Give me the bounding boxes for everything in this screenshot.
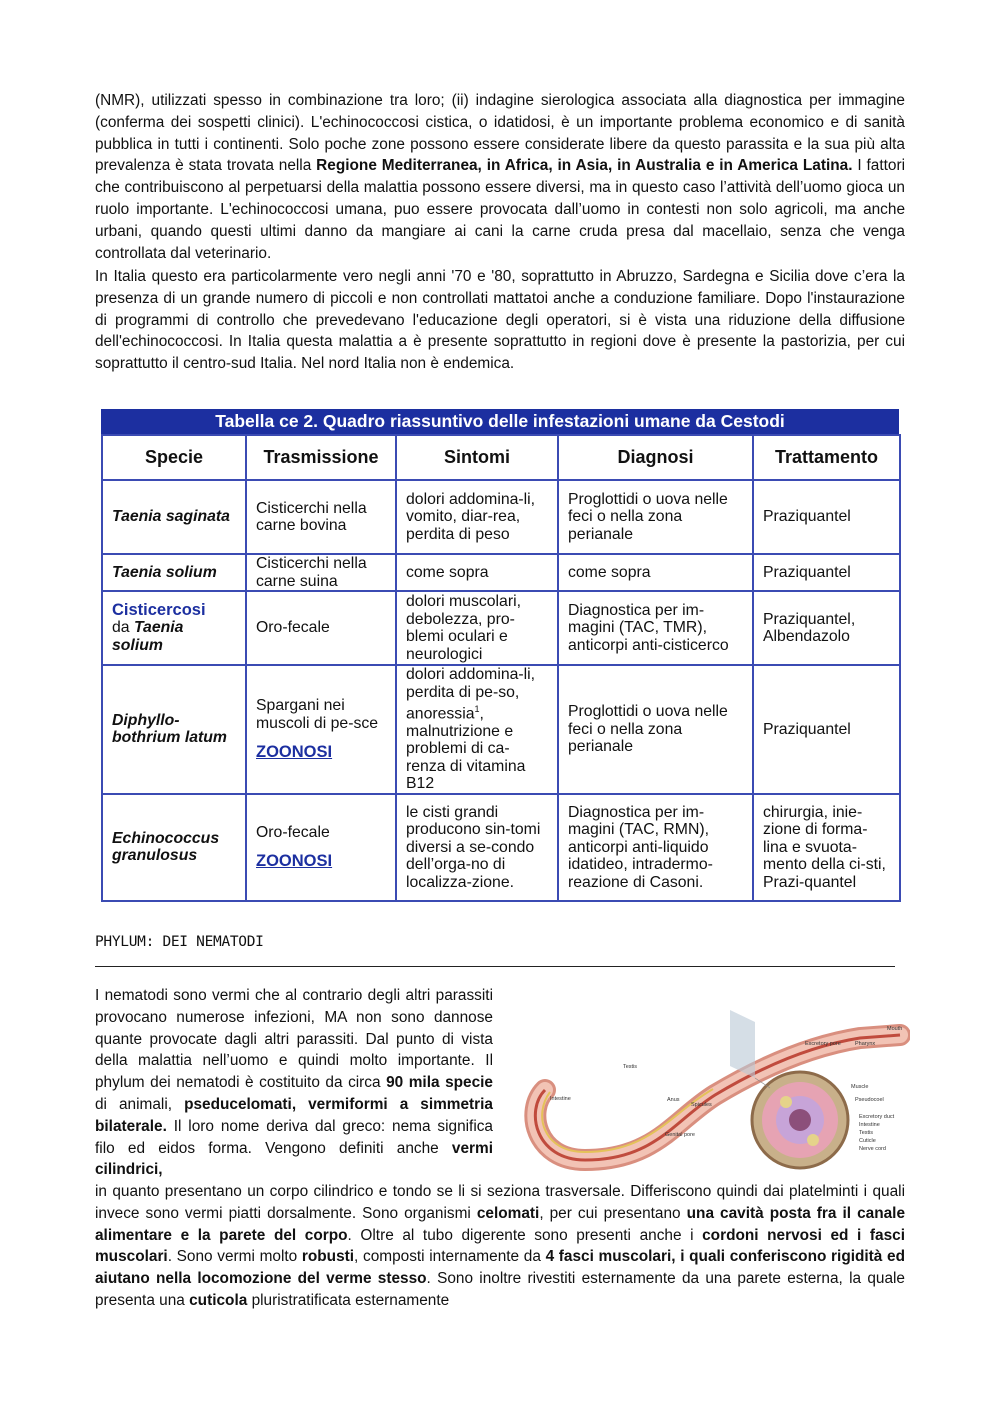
- trasmissione-text: Oro-fecale: [256, 823, 330, 841]
- trasmissione-text: Spargani nei muscoli di pe-sce: [256, 697, 379, 732]
- cell-trattamento: Praziquantel: [753, 554, 900, 591]
- cell-trasmissione: Oro-fecale: [246, 591, 396, 665]
- cell-trasmissione: [246, 665, 396, 794]
- figure-label: Cuticle: [859, 1138, 876, 1144]
- cell-sintomi: come sopra: [396, 554, 558, 591]
- cell-trasmissione: Cisticerchi nella carne bovina: [246, 480, 396, 554]
- table-row: [102, 480, 900, 554]
- figure-label: Mouth: [887, 1026, 903, 1032]
- table-row: [102, 591, 900, 665]
- intro-paragraph-2: In Italia questo era particolarmente vero negli anni '70 e '80, soprattutto in Abruzzo, Sardegna e Sicilia dove c’era la presenza di un grande numero di piccoli e non controllati mattatoi anche a conduzione familiare. Dopo l'instaurazione di programmi di controllo che prevedevano l'educazione degli operatori, si è vista una riduzione della diffusione dell'echinococcosi. In Italia questa malattia a è presente soprattutto in regioni dove è presente la pastorizia, per cui soprattutto il centro-sud Italia. Nel nord Italia non è endemica.: [95, 268, 905, 373]
- column-header: Specie: [102, 435, 246, 480]
- figure-label: Pharynx: [855, 1041, 876, 1047]
- table-header-row: [102, 435, 900, 480]
- table-title: Tabella ce 2. Quadro riassuntivo delle infestazioni umane da Cestodi: [101, 409, 899, 434]
- cell-specie: Echinococcus granulosus: [102, 794, 246, 901]
- cell-diagnosi: Proglottidi o uova nelle feci o nella zona perianale: [558, 665, 753, 794]
- cell-diagnosi: Proglottidi o uova nelle feci o nella zona perianale: [558, 480, 753, 554]
- specie-da: da: [112, 619, 130, 637]
- figure-label: Testis: [623, 1064, 638, 1070]
- cell-specie: Taenia solium: [102, 554, 246, 591]
- figure-label: Intestine: [859, 1122, 880, 1128]
- cestodi-table: [101, 409, 899, 902]
- section-divider: [95, 966, 895, 967]
- cell-trasmissione: [246, 794, 396, 901]
- figure-label: Spicules: [691, 1102, 712, 1108]
- cell-trattamento: Praziquantel: [753, 480, 900, 554]
- column-header: Trasmissione: [246, 435, 396, 480]
- figure-label: Genital pore: [665, 1132, 695, 1138]
- table-row: [102, 794, 900, 901]
- figure-label: Nerve cord: [859, 1146, 886, 1152]
- cell-specie: Diphyllo-bothrium latum: [102, 665, 246, 794]
- table-row: [102, 665, 900, 794]
- cell-diagnosi: come sopra: [558, 554, 753, 591]
- sintomi-text-cont: , malnutrizione e problemi di ca-renza di vitamina B12: [406, 705, 526, 793]
- cell-diagnosi: Diagnostica per im-magini (TAC, RMN), anticorpi anti-liquido idatideo, intradermo-reazione di Casoni.: [558, 794, 753, 901]
- cell-sintomi: dolori addomina-li, vomito, diar-rea, perdita di peso: [396, 480, 558, 554]
- nematodi-intro: I nematodi sono vermi che al contrario degli altri parassiti provocano numerose infezioni, MA non sono dannose quante provocate dagli altri parassiti. Dal punto di vista della malattia nell’uomo e quindi molto importante. Il phylum dei nematodi è costituito da circa 90 mila specie di animali, pseducelomati, vermiformi a simmetria bilaterale. Il loro nome deriva dal greco: nema significa filo ed eidos forma. Vengono definiti anche vermi cilindrici,: [95, 987, 493, 1179]
- specie-sub: Taenia solium: [112, 619, 184, 654]
- sintomi-text: dolori addomina-li, perdita di pe-so, anoressia: [406, 666, 536, 723]
- cell-sintomi: [396, 665, 558, 794]
- figure-label: Testis: [859, 1130, 874, 1136]
- cell-trasmissione: Cisticerchi nella carne suina: [246, 554, 396, 591]
- cell-trattamento: Praziquantel: [753, 665, 900, 794]
- figure-label: Muscle: [851, 1084, 869, 1090]
- cell-specie: Taenia saginata: [102, 480, 246, 554]
- cell-sintomi: le cisti grandi producono sin-tomi diversi a se-condo dell’orga-no di localizza-zione.: [396, 794, 558, 901]
- figure-label: Pseudocoel: [855, 1097, 884, 1103]
- column-header: Diagnosi: [558, 435, 753, 480]
- nematodi-description: in quanto presentano un corpo cilindrico e tondo se li si seziona trasversale. Differiscono quindi dai platelminti i quali invece sono vermi piatti dorsalmente. Sono organismi celomati, per cui presentano una cavità posta fra il canale alimentare e la parete del corpo. Oltre al tubo digerente sono presenti anche i cordoni nervosi ed i fasci muscolari. Sono vermi molto robusti, composti internamente da 4 fasci muscolari, i quali conferiscono rigidità ed aiutano nella locomozione del verme stesso. Sono inoltre rivestiti esternamente da una parete esterna, la quale presenta una cuticola pluristratificata esternamente: [95, 1183, 906, 1309]
- intro-paragraph-1: (NMR), utilizzati spesso in combinazione tra loro; (ii) indagine sierologica associata alla diagnostica per immagine (conferma dei sospetti clinici). L'echinococcosi cistica, o idatidosi, è un importante problema economico e di sanità pubblica in tutti i continenti. Solo poche zone possono essere considerate libere da questo parassita e la sua più alta prevalenza è stata trovata nella Regione Mediterranea, in Africa, in Asia, in Australia e in America Latina. I fattori che contribuiscono al perpetuarsi della malattia possono essere diversi, ma in questo caso l’attività dell’uomo gioca un ruolo importante. L'echinococcosi umana, puo essere provocata dall’uomo in contesti non solo agricoli, ma anche urbani, quando questi ultimi danno da mangiare ai cani la carne cruda presa dal macellaio, senza che venga controllata dal veterinario.: [95, 92, 905, 262]
- zoonosi-link[interactable]: ZOONOSI: [256, 743, 333, 762]
- figure-label: Intestine: [550, 1096, 571, 1102]
- cell-trattamento: chirurgia, inie-zione di forma-lina e svuota-mento della ci-sti, Prazi-quantel: [753, 794, 900, 901]
- footnote-ref: 1: [474, 704, 480, 714]
- nematode-anatomy-illustration: [515, 1000, 910, 1180]
- figure-label: Excretory duct: [859, 1114, 895, 1120]
- cell-specie: [102, 591, 246, 665]
- figure-label: Anus: [667, 1097, 680, 1103]
- table-row: [102, 554, 900, 591]
- cell-trattamento: Praziquantel, Albendazolo: [753, 591, 900, 665]
- cell-diagnosi: Diagnostica per im-magini (TAC, TMR), anticorpi anti-cisticerco: [558, 591, 753, 665]
- column-header: Trattamento: [753, 435, 900, 480]
- figure-label: Excretory pore: [805, 1041, 841, 1047]
- zoonosi-link[interactable]: ZOONOSI: [256, 852, 333, 871]
- cell-sintomi: dolori muscolari, debolezza, pro-blemi oculari e neurologici: [396, 591, 558, 665]
- column-header: Sintomi: [396, 435, 558, 480]
- section-heading: PHYLUM: DEI NEMATODI: [95, 934, 264, 950]
- specie-main: Cisticercosi: [112, 600, 206, 619]
